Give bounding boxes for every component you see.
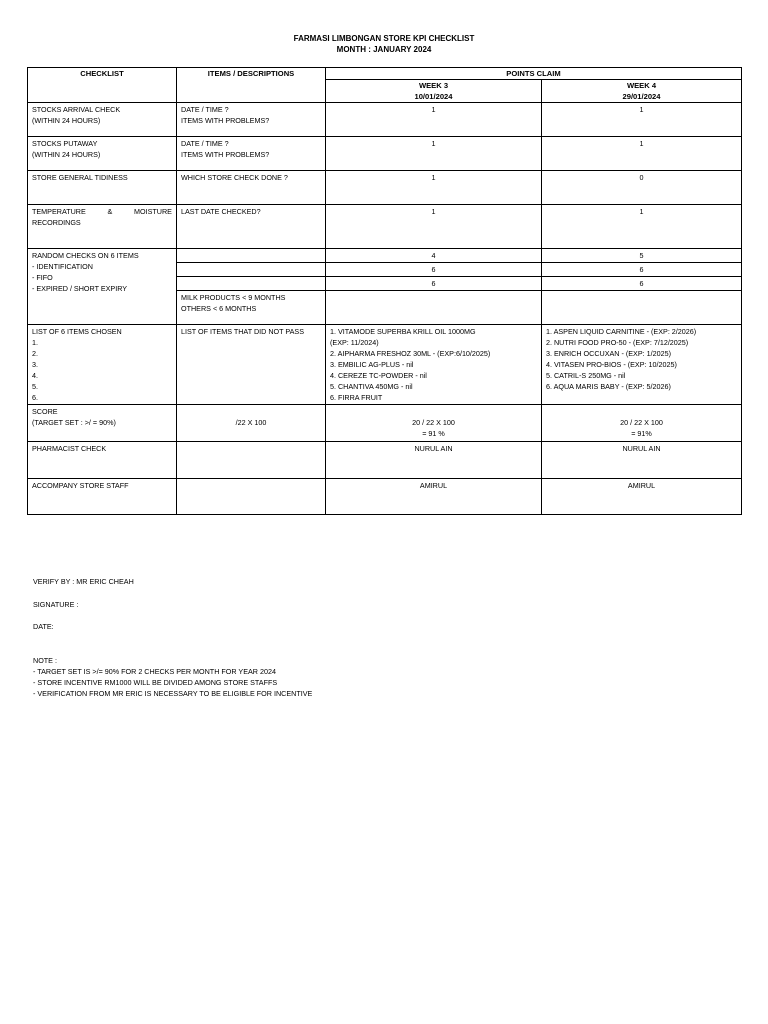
- row-label-line: - IDENTIFICATION: [32, 262, 93, 271]
- row-desc-arrival: [177, 103, 326, 137]
- row-desc-expiry-criteria: [177, 291, 326, 325]
- week3-points-temperature: 1: [326, 205, 542, 249]
- list-item: 1. ASPEN LIQUID CARNITINE - (EXP: 2/2026): [546, 327, 697, 336]
- table-row: [28, 479, 742, 515]
- signature-label: SIGNATURE :: [33, 600, 79, 609]
- row-label-line: RANDOM CHECKS ON 6 ITEMS: [32, 251, 139, 260]
- row-desc-identification: [177, 249, 326, 263]
- row-label-line: (TARGET SET : >/ = 90%): [32, 418, 116, 427]
- header-items-descriptions: ITEMS / DESCRIPTIONS: [177, 68, 326, 103]
- kpi-checklist-table: [27, 67, 742, 515]
- row-label-line: [32, 206, 172, 217]
- row-label-line: STOCKS PUTAWAY: [32, 139, 98, 148]
- week4-points-identification: 5: [542, 249, 742, 263]
- score-formula: 20 / 22 X 100: [620, 418, 663, 427]
- row-label-pharmacist: PHARMACIST CHECK: [28, 442, 177, 479]
- row-desc-line: ITEMS WITH PROBLEMS?: [181, 150, 270, 159]
- week4-points-expiry: 6: [542, 277, 742, 291]
- week3-points-putaway: 1: [326, 137, 542, 171]
- week4-pharmacist: NURUL AIN: [542, 442, 742, 479]
- list-item: 1. VITAMODE SUPERBA KRILL OIL 1000MG: [330, 327, 476, 336]
- table-row: [28, 171, 742, 205]
- week3-points-arrival: 1: [326, 103, 542, 137]
- header-points-claim: POINTS CLAIM: [326, 68, 742, 80]
- row-desc-line: MILK PRODUCTS < 9 MONTHS: [181, 293, 286, 302]
- list-item: 5. CATRIL-S 250MG - nil: [546, 371, 626, 380]
- header-week4: [542, 80, 742, 103]
- week3-staff: AMIRUL: [326, 479, 542, 515]
- label-word: MOISTURE: [134, 207, 172, 216]
- table-row: [28, 249, 742, 263]
- row-label-line: LIST OF 6 ITEMS CHOSEN: [32, 327, 122, 336]
- list-item: 4. VITASEN PRO-BIOS - (EXP: 10/2025): [546, 360, 677, 369]
- week4-points-putaway: 1: [542, 137, 742, 171]
- week3-pharmacist: NURUL AIN: [326, 442, 542, 479]
- note-line: - TARGET SET IS >/= 90% FOR 2 CHECKS PER MONTH FOR YEAR 2024: [33, 667, 276, 676]
- week3-points-blank: [326, 291, 542, 325]
- week4-points-blank: [542, 291, 742, 325]
- header-week3: [326, 80, 542, 103]
- row-label-line: - EXPIRED / SHORT EXPIRY: [32, 284, 128, 293]
- row-desc-staff: [177, 479, 326, 515]
- row-desc-line: DATE / TIME ?: [181, 105, 229, 114]
- row-label-score: [28, 405, 177, 442]
- week4-points-temperature: 1: [542, 205, 742, 249]
- table-row: [28, 205, 742, 249]
- item-number: 2.: [32, 349, 38, 358]
- table-row: [28, 325, 742, 405]
- week4-points-fifo: 6: [542, 263, 742, 277]
- week3-points-identification: 4: [326, 249, 542, 263]
- header-checklist: CHECKLIST: [28, 68, 177, 103]
- list-item: 4. CEREZE TC-POWDER - nil: [330, 371, 427, 380]
- row-label-staff: ACCOMPANY STORE STAFF: [28, 479, 177, 515]
- list-item: 5. CHANTIVA 450MG - nil: [330, 382, 413, 391]
- note-line: - VERIFICATION FROM MR ERIC IS NECESSARY TO BE ELIGIBLE FOR INCENTIVE: [33, 689, 313, 698]
- row-label-line: (WITHIN 24 HOURS): [32, 150, 101, 159]
- row-label-arrival: [28, 103, 177, 137]
- row-desc-pharmacist: [177, 442, 326, 479]
- item-number: 6.: [32, 393, 38, 402]
- row-label-line: RECORDINGS: [32, 218, 81, 227]
- row-label-tidiness: STORE GENERAL TIDINESS: [28, 171, 177, 205]
- list-item: 3. EMBILIC AG-PLUS - nil: [330, 360, 414, 369]
- score-result: = 91 %: [422, 429, 445, 438]
- score-formula: /22 X 100: [235, 418, 267, 427]
- week3-date: 10/01/2024: [414, 92, 453, 101]
- row-desc-temperature: LAST DATE CHECKED?: [177, 205, 326, 249]
- score-result: = 91%: [631, 429, 652, 438]
- list-item: 3. ENRICH OCCUXAN - (EXP: 1/2025): [546, 349, 672, 358]
- row-desc-line: OTHERS < 6 MONTHS: [181, 304, 257, 313]
- label-word: &: [107, 207, 113, 216]
- week4-failed-items: [542, 325, 742, 405]
- row-desc-line: ITEMS WITH PROBLEMS?: [181, 116, 270, 125]
- row-label-line: SCORE: [32, 407, 58, 416]
- week4-staff: AMIRUL: [542, 479, 742, 515]
- week4-date: 29/01/2024: [622, 92, 661, 101]
- row-desc-putaway: [177, 137, 326, 171]
- week3-points-fifo: 6: [326, 263, 542, 277]
- item-number: 5.: [32, 382, 38, 391]
- table-row: [28, 137, 742, 171]
- item-number: 1.: [32, 338, 38, 347]
- row-desc-line: DATE / TIME ?: [181, 139, 229, 148]
- row-label-random-checks: [28, 249, 177, 325]
- week3-label: WEEK 3: [418, 81, 449, 90]
- row-label-line: (WITHIN 24 HOURS): [32, 116, 101, 125]
- row-desc-tidiness: WHICH STORE CHECK DONE ?: [177, 171, 326, 205]
- list-item: 6. AQUA MARIS BABY - (EXP: 5/2026): [546, 382, 671, 391]
- week3-points-expiry: 6: [326, 277, 542, 291]
- week3-points-tidiness: 1: [326, 171, 542, 205]
- document-title: FARMASI LIMBONGAN STORE KPI CHECKLIST: [293, 34, 475, 43]
- row-desc-expiry: [177, 277, 326, 291]
- table-row: [28, 405, 742, 442]
- row-label-putaway: [28, 137, 177, 171]
- week4-points-tidiness: 0: [542, 171, 742, 205]
- document-month: MONTH : JANUARY 2024: [336, 45, 432, 54]
- row-label-line: STOCKS ARRIVAL CHECK: [32, 105, 121, 114]
- label-word: TEMPERATURE: [32, 207, 86, 216]
- item-number: 4.: [32, 371, 38, 380]
- table-row: [28, 442, 742, 479]
- item-number: 3.: [32, 360, 38, 369]
- note-section: [33, 655, 312, 699]
- week4-score: [542, 405, 742, 442]
- verify-by: VERIFY BY : MR ERIC CHEAH: [33, 577, 134, 586]
- week4-label: WEEK 4: [626, 81, 657, 90]
- week3-failed-items: [326, 325, 542, 405]
- row-label-temperature: [28, 205, 177, 249]
- row-desc-items-not-pass: LIST OF ITEMS THAT DID NOT PASS: [177, 325, 326, 405]
- list-item: 2. NUTRI FOOD PRO-50 - (EXP: 7/12/2025): [546, 338, 689, 347]
- table-row: [28, 103, 742, 137]
- row-desc-score: [177, 405, 326, 442]
- week4-points-arrival: 1: [542, 103, 742, 137]
- list-item: 6. FIRRA FRUIT: [330, 393, 383, 402]
- list-item: (EXP: 11/2024): [330, 338, 379, 347]
- date-label: DATE:: [33, 622, 54, 631]
- note-title: NOTE :: [33, 656, 57, 665]
- note-line: - STORE INCENTIVE RM1000 WILL BE DIVIDED AMONG STORE STAFFS: [33, 678, 278, 687]
- row-desc-fifo: [177, 263, 326, 277]
- row-label-items-chosen: [28, 325, 177, 405]
- list-item: 2. AIPHARMA FRESHOZ 30ML - (EXP:6/10/2025): [330, 349, 491, 358]
- row-label-line: - FIFO: [32, 273, 53, 282]
- score-formula: 20 / 22 X 100: [412, 418, 455, 427]
- week3-score: [326, 405, 542, 442]
